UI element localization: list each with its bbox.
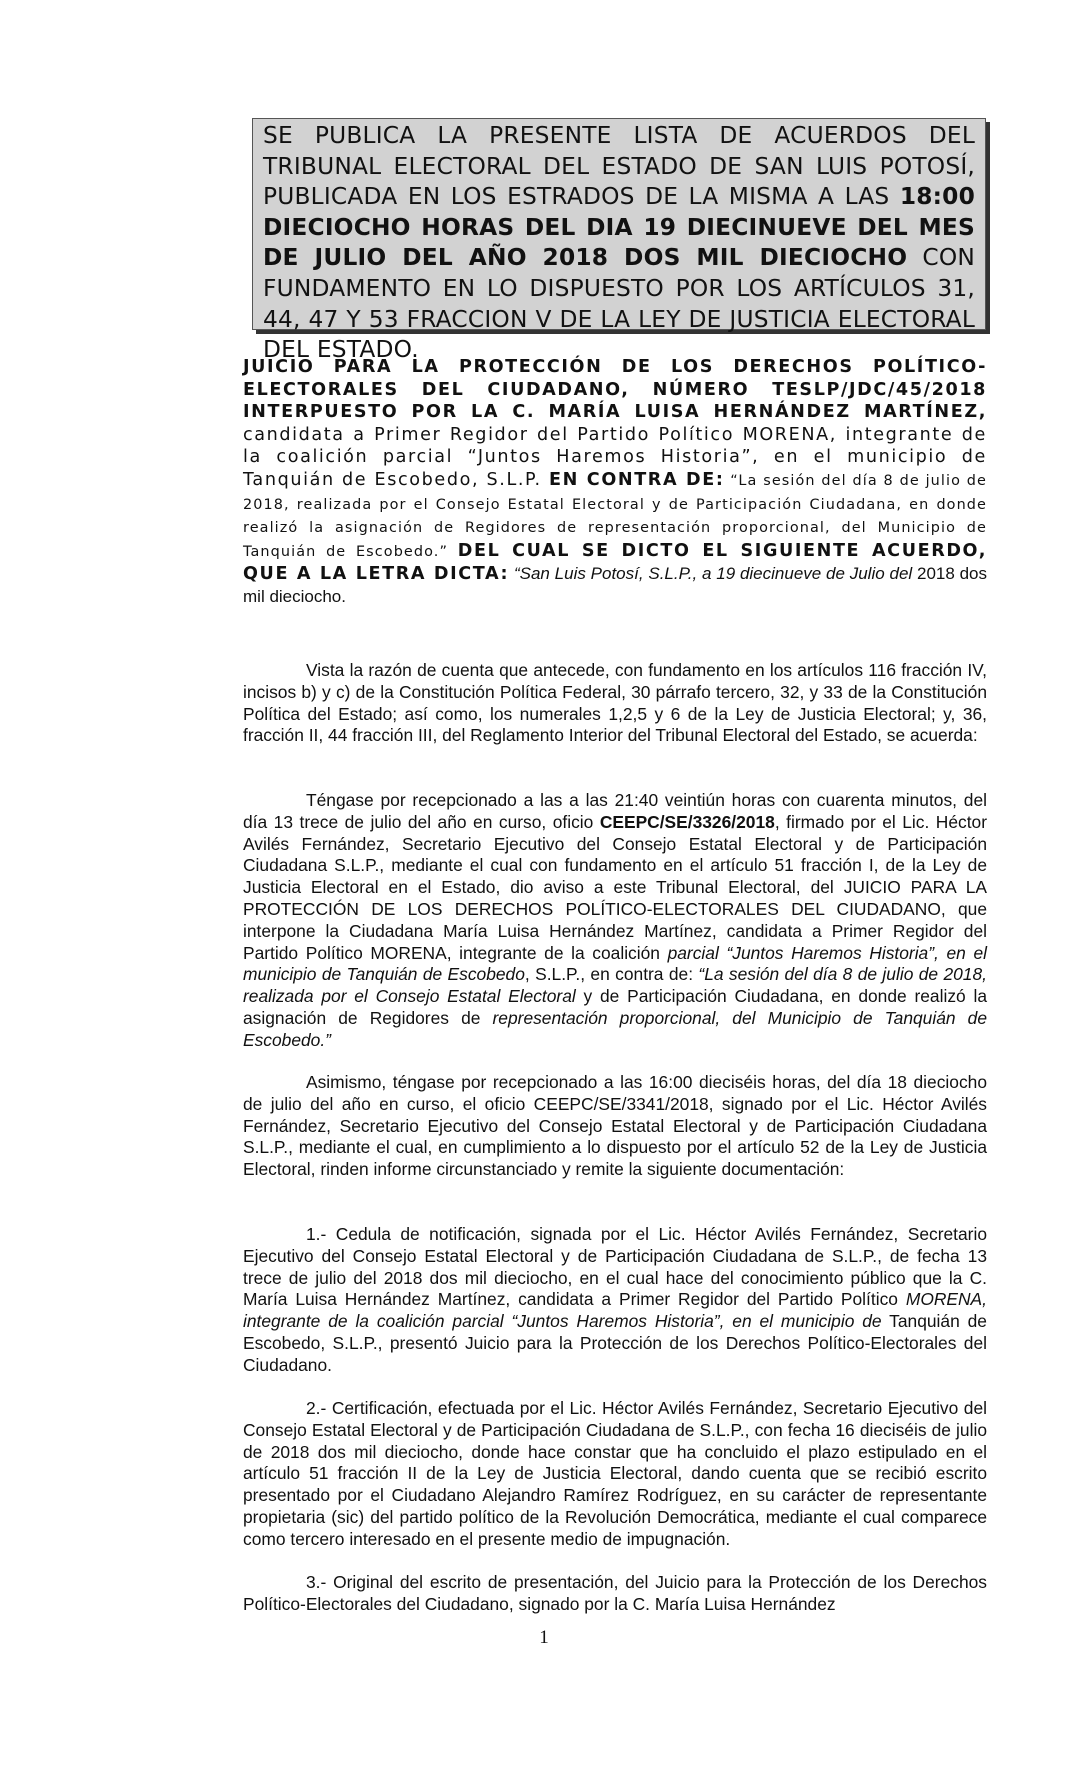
against-label: EN CONTRA DE: — [549, 469, 725, 490]
paragraph-italic: MORENA, integrante de la coalición parcial “Juntos Haremos Historia”, en el municipio de — [243, 1289, 987, 1332]
contested-act: “La sesión del día 8 de julio de 2018, realizada por el Consejo Estatal Electoral y de Participación Ciudadana, en donde realizó la asignación de Regidores de representación proporcional, del Municipio de Tanquián de Escobedo.” — [243, 472, 987, 560]
paragraph-text: , firmado por el Lic. Héctor Avilés Fernández, Secretario Ejecutivo del Consejo Estatal Electoral y de Participación Ciudadana S.L.P., mediante el cual con fundamento en el artículo 51 fracción I, de la Ley de Justicia Electoral en el Estado, dio aviso a este Tribunal Electoral, del JUICIO PARA LA PROTECCIÓN DE LOS DERECHOS POLÍTICO-ELECTORALES DEL CIUDADANO, que interpone la Ciudadana María Luisa Hernández Martínez, candidata a Primer Regidor del Partido Político MORENA, integrante de la coalición — [243, 811, 987, 963]
oficio-number: CEEPC/SE/3326/2018 — [599, 811, 775, 832]
case-heading — [243, 356, 987, 609]
paragraph-text: 1.- Cedula de notificación, signada por el Lic. Héctor Avilés Fernández, Secretario Ejecutivo del Consejo Estatal Electoral y de Participación Ciudadana de S.L.P., de fecha 13 trece de julio del 2018 dos mil dieciocho, en el cual hace del conocimiento público que la C. María Luisa Hernández Martínez, candidata a Primer Regidor del Partido Político — [243, 1224, 987, 1310]
paragraph-text: Téngase por recepcionado a las a las 21:40 veintiún horas con cuarenta minutos, del día 13 trece de julio del año en curso, oficio — [243, 790, 987, 832]
document-item-3 — [243, 1572, 987, 1616]
notice-date-bold: 18:00 DIECIOCHO HORAS DEL DIA 19 DIECINUEVE DEL MES DE JULIO DEL AÑO 2018 DOS MIL DIECIOCHO — [263, 183, 975, 272]
paragraph-first-receipt — [243, 790, 987, 1052]
paragraph-text: , S.L.P., en contra de: — [524, 964, 699, 985]
agreement-date: “San Luis Potosí, S.L.P., a 19 diecinueve de Julio del — [509, 564, 913, 584]
notice-text: SE PUBLICA LA PRESENTE LISTA DE ACUERDOS DEL TRIBUNAL ELECTORAL DEL ESTADO DE SAN LUIS POTOSÍ, PUBLICADA EN LOS ESTRADOS DE LA MISMA A LAS — [263, 122, 975, 211]
case-title: JUICIO PARA LA PROTECCIÓN DE LOS DERECHOS POLÍTICO-ELECTORALES DEL CIUDADANO, NÚMERO TESLP/JDC/45/2018 INTERPUESTO POR LA C. MARÍA LUISA HERNÁNDEZ MARTÍNEZ, — [243, 357, 987, 423]
paragraph-italic: “La sesión del día 8 de julio de 2018, realizada por el Consejo Estatal Electoral — [243, 964, 987, 1007]
document-item-1 — [243, 1224, 987, 1377]
paragraph-text: 2.- Certificación, efectuada por el Lic. Héctor Avilés Fernández, Secretario Ejecutivo del Consejo Estatal Electoral y de Participación Ciudadana de S.L.P., con fecha 16 dieciséis de julio de 2018 dos mil dieciocho, donde hace constar que ha concluido el plazo estipulado en el artículo 51 fracción II de la Ley de Justicia Electoral, dando cuenta que se recibió escrito presentado por el Ciudadano Alejandro Ramírez Rodríguez, en su carácter de representante propietaria (sic) del partido político de la Revolución Democrática, mediante el cual comparece como tercero interesado en el presente medio de impugnación. — [243, 1398, 987, 1549]
paragraph-text: Vista la razón de cuenta que antecede, con fundamento en los artículos 116 fracción IV, incisos b) y c) de la Constitución Política Federal, 30 párrafo tercero, 32, y 33 de la Constitución Política del Estado; así como, los numerales 1,2,5 y 6 de la Ley de Justicia Electoral; y, 36, fracción II, 44 fracción III, del Reglamento Interior del Tribunal Electoral del Estado, se acuerda: — [243, 660, 987, 746]
agreement-intro: DEL CUAL SE DICTO EL SIGUIENTE ACUERDO, QUE A LA LETRA DICTA: — [243, 540, 988, 585]
document-item-2 — [243, 1398, 987, 1551]
page-number: 1 — [539, 1627, 549, 1648]
publication-notice-box — [252, 118, 986, 364]
agreement-date-rest: 2018 dos mil dieciocho. — [243, 564, 988, 606]
notice-text-end: CON FUNDAMENTO EN LO DISPUESTO POR LOS ARTÍCULOS 31, 44, 47 Y 53 FRACCION V DE LA LEY DE JUSTICIA ELECTORAL DEL ESTADO. — [263, 244, 975, 364]
paragraph-text: 3.- Original del escrito de presentación, del Juicio para la Protección de los Derechos Político-Electorales del Ciudadano, signado por la C. María Luisa Hernández — [243, 1572, 987, 1614]
paragraph-text: y de Participación Ciudadana, en donde realizó la asignación de Regidores de — [243, 986, 987, 1028]
paragraph-italic: parcial “Juntos Haremos Historia”, en el municipio de Tanquián de Escobedo — [243, 942, 987, 985]
paragraph-text: Tanquián de Escobedo, S.L.P., presentó Juicio para la Protección de los Derechos Político-Electorales del Ciudadano. — [243, 1311, 987, 1375]
paragraph-italic: representación proporcional, del Municipio de Tanquián de Escobedo.” — [243, 1007, 987, 1050]
case-description: candidata a Primer Regidor del Partido Político MORENA, integrante de la coalición parcial “Juntos Haremos Historia”, en el municipio de Tanquián de Escobedo, S.L.P. — [243, 424, 987, 490]
paragraph-text: Asimismo, téngase por recepcionado a las 16:00 dieciséis horas, del día 18 dieciocho de julio del año en curso, el oficio CEEPC/SE/3341/2018, signado por el Lic. Héctor Avilés Fernández, Secretario Ejecutivo del Consejo Estatal Electoral y de Participación Ciudadana S.L.P., mediante el cual, en cumplimiento a lo dispuesto por el artículo 52 de la Ley de Justicia Electoral, rinden informe circunstanciado y remite la siguiente documentación: — [243, 1072, 987, 1180]
paragraph-second-receipt — [243, 1072, 987, 1181]
paragraph-considering — [243, 660, 987, 747]
